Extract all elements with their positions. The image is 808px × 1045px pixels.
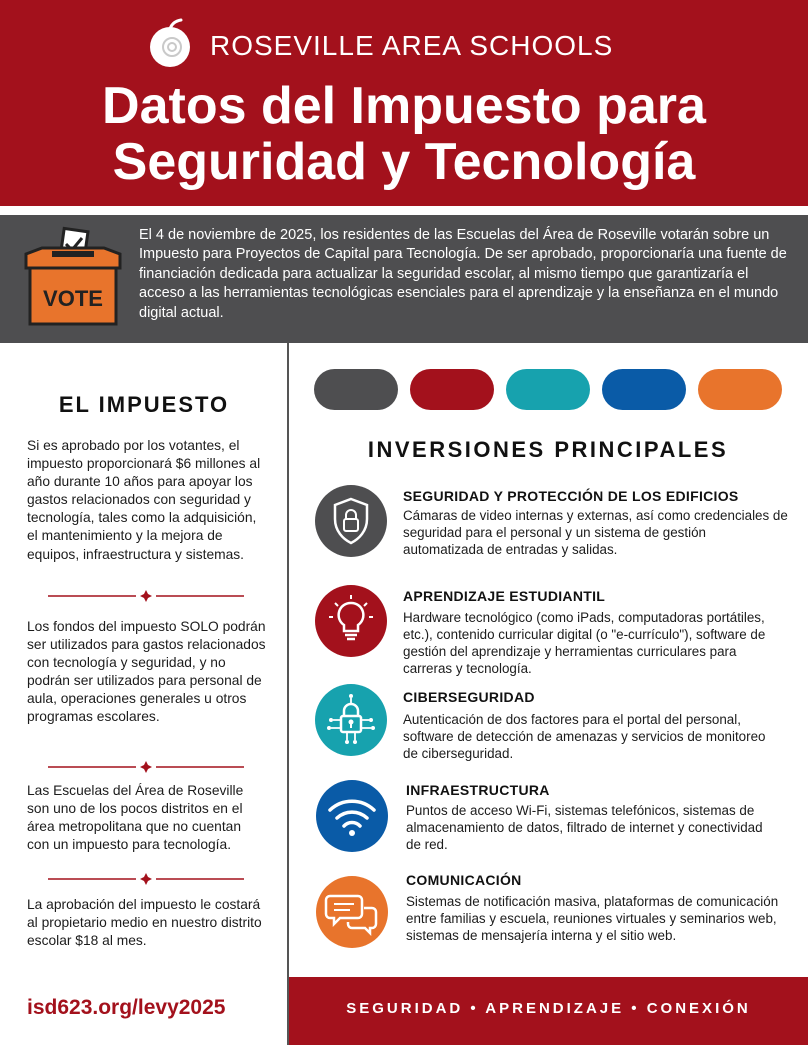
tax-paragraph-2: Los fondos del impuesto SOLO podrán ser utilizados para gastos relacionados con tecnología y seguridad, y no podrán ser utilizados para personal de aula, operaciones generales u otros programas escolares.	[27, 619, 266, 725]
apple-logo-icon	[148, 18, 192, 68]
separator-star	[48, 761, 244, 773]
vote-label: VOTE	[43, 286, 103, 311]
wifi-icon	[316, 780, 388, 852]
tax-heading: EL IMPUESTO	[58, 392, 230, 417]
investment-title-1: SEGURIDAD Y PROTECCIÓN DE LOS EDIFICIOS	[403, 488, 739, 504]
tax-paragraph-1: Si es aprobado por los votantes, el impuesto proporcionará $6 millones al año durante 10 años para apoyar los gastos relacionados con seguridad y tecnología, tales como la adquisición, el mantenimiento y la mejora de equipos, infraestructura y sistemas.	[27, 438, 261, 562]
investment-desc-1: Cámaras de video internas y externas, así como credenciales de seguridad para el personal y un sistema de gestión automatizada de entradas y salidas.	[403, 508, 788, 557]
investment-title-3: CIBERSEGURIDAD	[403, 689, 535, 705]
column-divider	[287, 343, 289, 1045]
circuit-lock-icon	[315, 684, 387, 756]
color-pill-teal	[506, 369, 590, 410]
separator-star	[48, 590, 244, 602]
chat-bubbles-icon	[316, 876, 388, 948]
separator-star	[48, 873, 244, 885]
shield-lock-icon	[315, 485, 387, 557]
color-pill-blue	[602, 369, 686, 410]
page-title-line1: Datos del Impuesto para	[102, 77, 706, 135]
investment-title-5: COMUNICACIÓN	[406, 872, 522, 888]
website-link[interactable]: isd623.org/levy2025	[27, 996, 226, 1019]
footer-tagline: SEGURIDAD • APRENDIZAJE • CONEXIÓN	[346, 1000, 751, 1017]
header-divider	[0, 206, 808, 215]
investment-title-4: INFRAESTRUCTURA	[406, 782, 550, 798]
investment-title-2: APRENDIZAJE ESTUDIANTIL	[403, 588, 606, 604]
color-pill-orange	[698, 369, 782, 410]
investments-heading: INVERSIONES PRINCIPALES	[367, 437, 729, 462]
page-title-line2: Seguridad y Tecnología	[112, 133, 696, 191]
investment-desc-2: Hardware tecnológico (como iPads, computadoras portátiles, etc.), contenido curricular digital (o "e-currículo"), software de gestión del aprendizaje y herramientas curriculares para carreras y tecnología.	[403, 610, 766, 676]
district-name: ROSEVILLE AREA SCHOOLS	[210, 30, 614, 61]
color-pill-gray	[314, 369, 398, 410]
intro-text: El 4 de noviembre de 2025, los residentes de las Escuelas del Área de Roseville votarán sobre un Impuesto para Proyectos de Capital para Tecnología. De ser aprobado, proporcionaría una fuente de financiación dedicada para actualizar la seguridad escolar, al mismo tiempo que garantizaría el acceso a las herramientas tecnológicas esenciales para el aprendizaje y la enseñanza en el mundo digital actual.	[139, 227, 787, 321]
lightbulb-icon	[315, 585, 387, 657]
investment-desc-3: Autenticación de dos factores para el portal del personal, software de detección de amenazas y servicios de monitoreo de ciberseguridad.	[403, 712, 766, 761]
investment-desc-5: Sistemas de notificación masiva, plataformas de comunicación entre familias y escuela, reuniones virtuales y seminarios web, sistemas de mensajería interna y el sitio web.	[406, 894, 779, 943]
color-pill-red	[410, 369, 494, 410]
tax-paragraph-3: Las Escuelas del Área de Roseville son uno de los pocos distritos en el área metropolitana que no cuentan con un impuesto para tecnología.	[27, 783, 244, 853]
investment-desc-4: Puntos de acceso Wi-Fi, sistemas telefónicos, sistemas de almacenamiento de datos, filtrado de internet y conectividad de red.	[406, 803, 763, 852]
vote-box-icon	[22, 224, 124, 328]
tax-paragraph-4: La aprobación del impuesto le costará al propietario medio en nuestro distrito escolar $18 al mes.	[27, 897, 262, 949]
